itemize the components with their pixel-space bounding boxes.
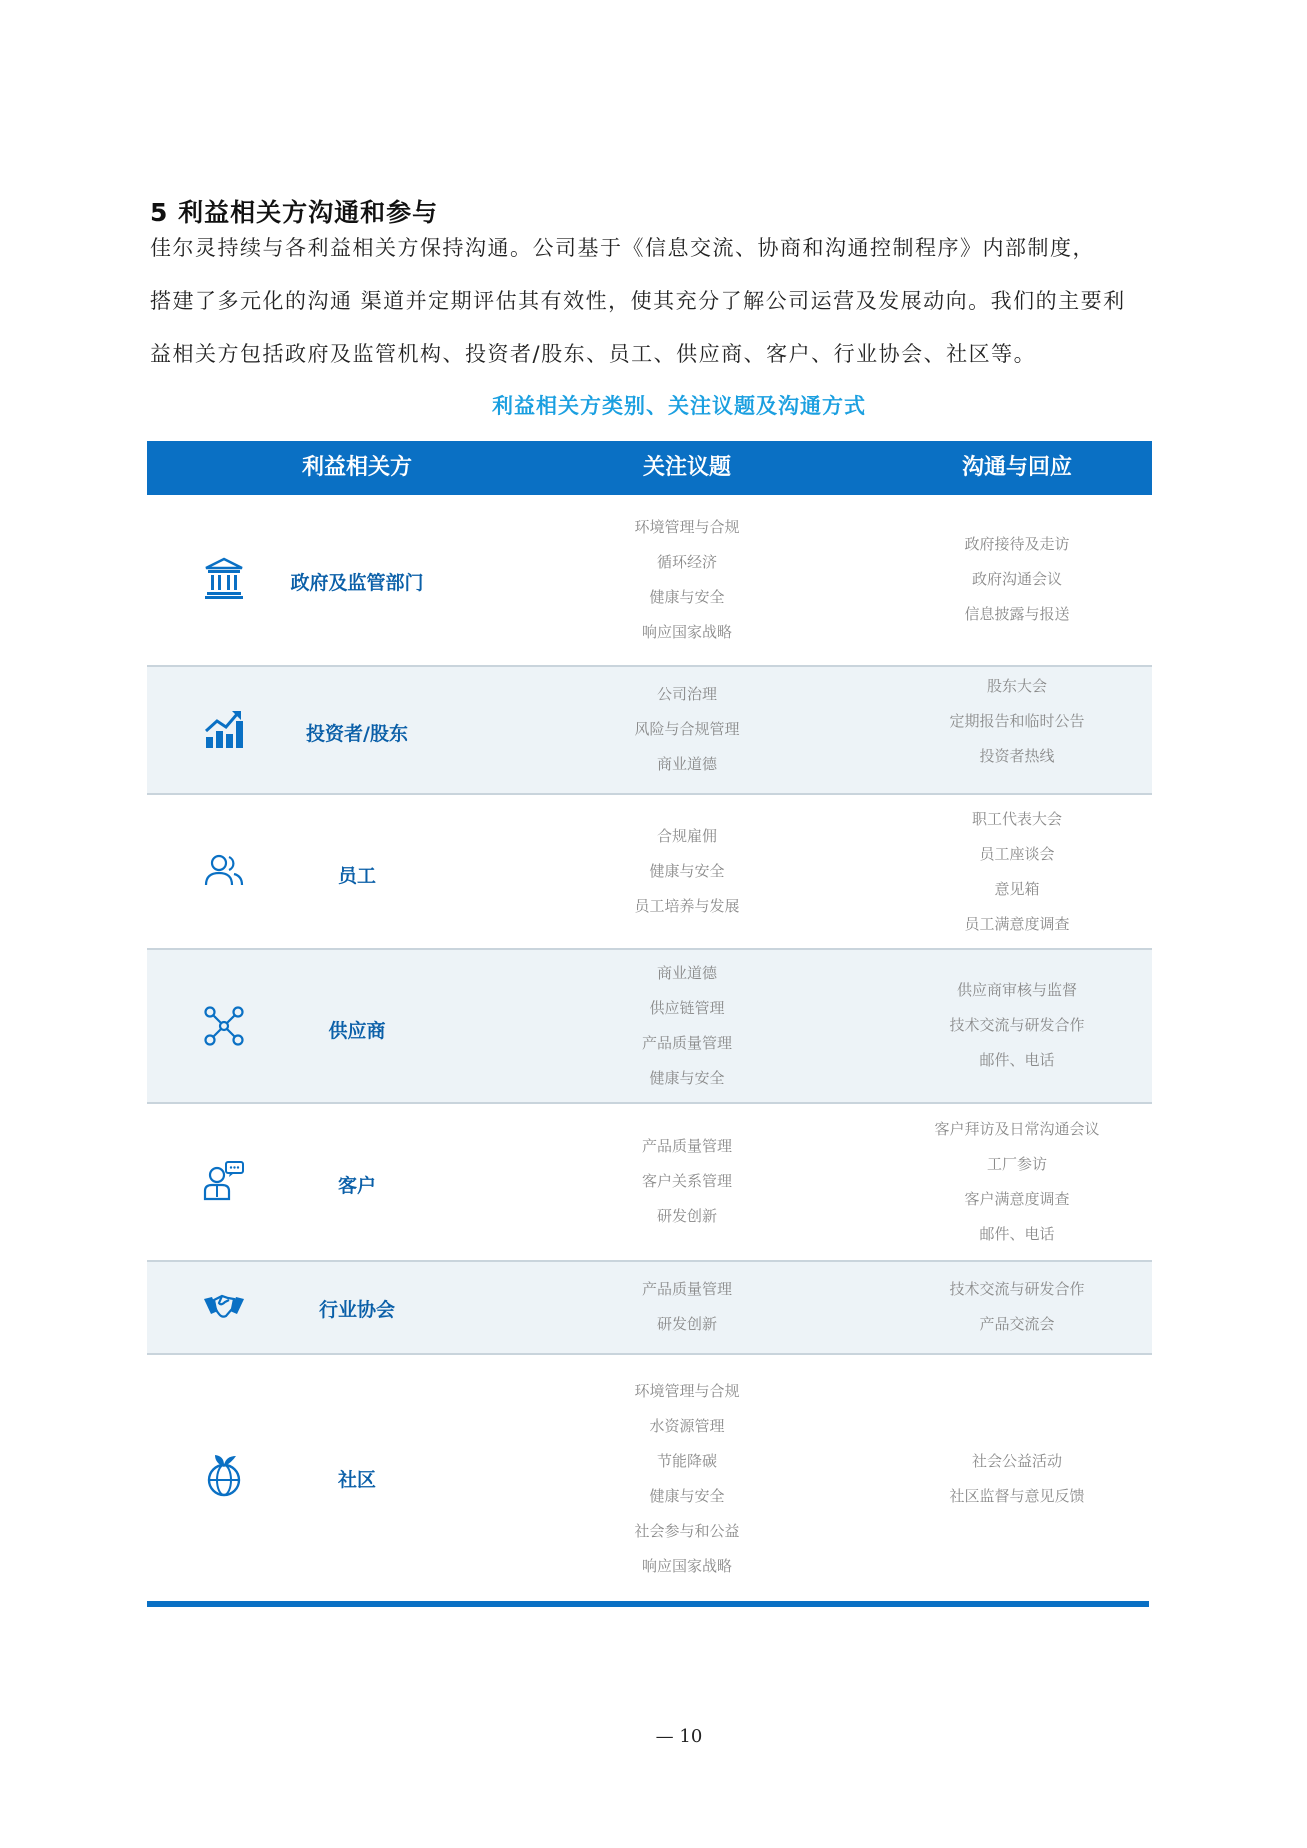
topic-item: 商业道德 [656,755,717,773]
topic-item: 响应国家战略 [641,1557,732,1575]
communication-item: 政府沟通会议 [971,570,1062,588]
topic-item: 员工培养与发展 [634,897,740,915]
section-heading: 5 利益相关方沟通和参与 [150,197,439,227]
communication-item: 社区监督与意见反馈 [949,1487,1085,1505]
stakeholder-name: 员工 [337,865,376,887]
communication-item: 社会公益活动 [971,1452,1062,1470]
topics-list [567,1129,807,1234]
topics-list [567,956,807,1096]
communication-item: 员工座谈会 [979,845,1055,863]
topic-item: 节能降碳 [656,1452,717,1470]
topic-item: 商业道德 [656,964,717,982]
stakeholder-name: 供应商 [328,1020,386,1042]
stakeholder-name: 投资者/股东 [306,723,408,745]
intro-paragraph-line-2: 搭建了多元化的沟通 渠道并定期评估其有效性，使其充分了解公司运营及发展动向。我们的主要利 [150,289,1126,313]
people-icon [202,849,246,893]
communication-item: 意见箱 [994,880,1040,898]
table-row [147,667,1152,795]
topics-list [567,1272,807,1342]
topic-item: 合规雇佣 [656,827,717,845]
communication-item: 政府接待及走访 [964,535,1070,553]
communication-item: 邮件、电话 [979,1225,1055,1243]
growth-chart-icon [202,707,246,751]
topics-list [567,677,807,782]
topic-item: 产品质量管理 [641,1034,732,1052]
communication-item: 工厂参访 [986,1155,1047,1173]
communication-item: 邮件、电话 [979,1051,1055,1069]
topic-item: 健康与安全 [649,588,725,606]
communication-item: 技术交流与研发合作 [949,1016,1085,1034]
topic-item: 供应链管理 [649,999,725,1017]
topic-item: 健康与安全 [649,1069,725,1087]
communication-list [887,669,1147,774]
communication-list [887,973,1147,1078]
topic-item: 环境管理与合规 [634,1382,740,1400]
stakeholder-name: 政府及监管部门 [290,572,424,594]
communication-item: 定期报告和临时公告 [949,712,1085,730]
topic-item: 水资源管理 [649,1417,725,1435]
table-bottom-rule [147,1601,1149,1607]
topic-item: 产品质量管理 [641,1280,732,1298]
topic-item: 产品质量管理 [641,1137,732,1155]
communication-list [887,802,1147,942]
communication-list [887,527,1147,632]
page-number: — 10 [655,1726,703,1747]
topic-item: 研发创新 [656,1315,717,1333]
topic-item: 公司治理 [656,685,717,703]
communication-item: 技术交流与研发合作 [949,1280,1085,1298]
stakeholder-name: 社区 [337,1469,376,1491]
communication-item: 客户拜访及日常沟通会议 [934,1120,1100,1138]
topic-item: 环境管理与合规 [634,518,740,536]
communication-item: 客户满意度调查 [964,1190,1070,1208]
topics-list [567,1374,807,1584]
communication-item: 投资者热线 [979,747,1055,765]
communication-item: 股东大会 [986,677,1047,695]
topic-item: 社会参与和公益 [634,1522,740,1540]
table-row [147,950,1152,1104]
table-row [147,1262,1152,1355]
communication-list [887,1272,1147,1342]
communication-item: 产品交流会 [979,1315,1055,1333]
topic-item: 风险与合规管理 [634,720,740,738]
stakeholder-name: 行业协会 [318,1299,395,1321]
header-topics: 关注议题 [642,455,731,480]
government-building-icon [202,556,246,600]
intro-paragraph-line-1: 佳尔灵持续与各利益相关方保持沟通。公司基于《信息交流、协商和沟通控制程序》内部制度， [150,236,1095,260]
table-row [147,495,1152,667]
handshake-icon [202,1285,246,1329]
globe-leaf-icon [202,1453,246,1497]
communication-item: 职工代表大会 [971,810,1062,828]
communication-item: 供应商审核与监督 [956,981,1077,999]
communication-item: 员工满意度调查 [964,915,1070,933]
topics-list [567,510,807,650]
table-row [147,1355,1152,1599]
topic-item: 响应国家战略 [641,623,732,641]
customer-chat-icon [202,1159,246,1203]
topic-item: 健康与安全 [649,1487,725,1505]
communication-list [887,1444,1147,1514]
topic-item: 客户关系管理 [641,1172,732,1190]
table-row [147,795,1152,950]
table-title: 利益相关方类别、关注议题及沟通方式 [492,394,866,418]
topic-item: 研发创新 [656,1207,717,1225]
network-nodes-icon [202,1004,246,1048]
communication-item: 信息披露与报送 [964,605,1070,623]
communication-list [887,1112,1147,1252]
table-row [147,1104,1152,1262]
header-stakeholder: 利益相关方 [301,455,412,480]
stakeholder-name: 客户 [337,1175,376,1197]
header-communication: 沟通与回应 [961,455,1072,480]
table-header [147,441,1152,495]
intro-paragraph-line-3: 益相关方包括政府及监管机构、投资者/股东、员工、供应商、客户、行业协会、社区等。 [150,342,1037,366]
topic-item: 循环经济 [656,553,717,571]
topics-list [567,819,807,924]
topic-item: 健康与安全 [649,862,725,880]
